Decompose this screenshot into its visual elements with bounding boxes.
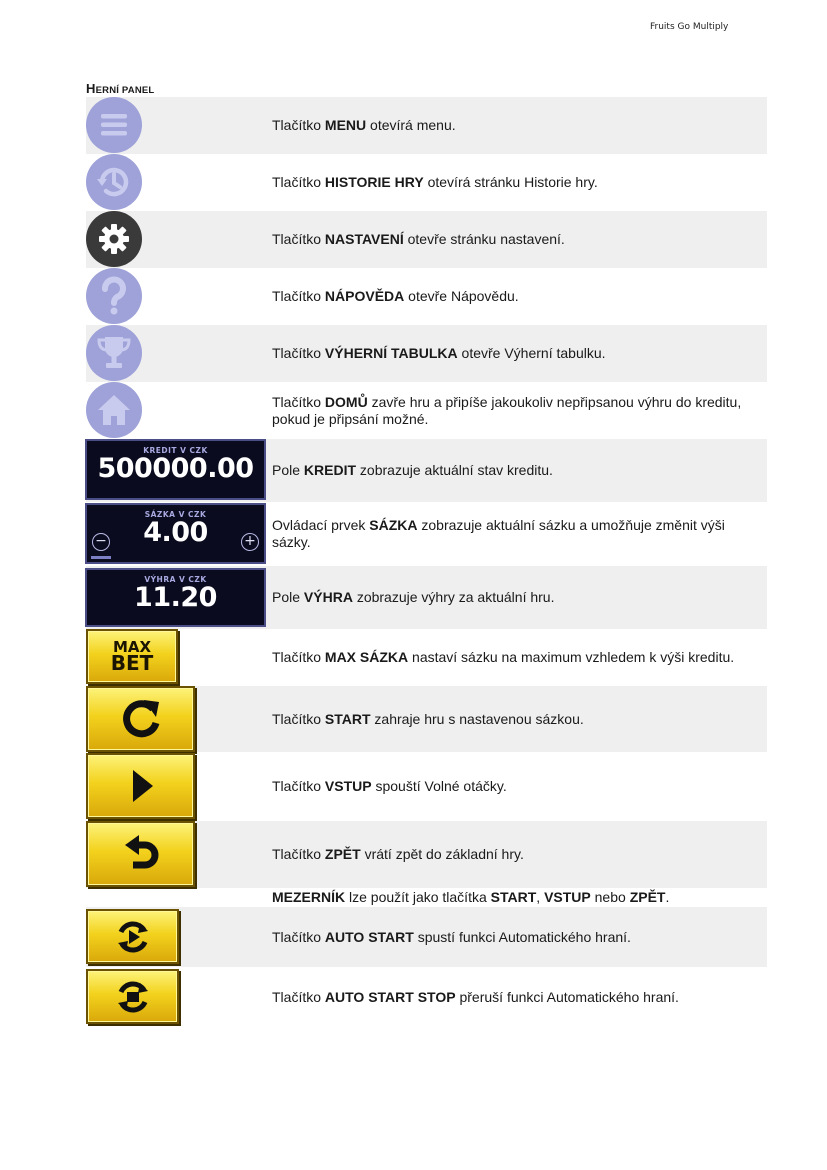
row-menu-text: Tlačítko MENU otevírá menu. xyxy=(272,117,456,133)
max-bet-line1: MAX xyxy=(112,638,152,656)
row-help-text: Tlačítko NÁPOVĚDA otevře Nápovědu. xyxy=(272,288,519,304)
row-enter-text: Tlačítko VSTUP spouští Volné otáčky. xyxy=(272,778,507,794)
home-button[interactable] xyxy=(86,382,142,438)
row-history xyxy=(86,154,767,211)
autostop-icon xyxy=(114,978,152,1016)
row-back-text: Tlačítko ZPĚT vrátí zpět do základní hry. xyxy=(272,846,524,862)
row-autostart xyxy=(86,907,767,967)
row-credit xyxy=(86,439,767,502)
document-header-title: Fruits Go Multiply xyxy=(650,22,729,32)
row-settings xyxy=(86,211,767,268)
row-autostop-text: Tlačítko AUTO START STOP přeruší funkci Automatického hraní. xyxy=(272,988,679,1005)
row-bet xyxy=(86,502,767,566)
row-menu xyxy=(86,97,767,154)
help-icon xyxy=(86,268,142,324)
row-maxbet xyxy=(86,629,767,686)
row-settings-text: Tlačítko NASTAVENÍ otevře stránku nastavení. xyxy=(272,231,565,247)
bet-panel xyxy=(85,503,266,564)
bet-decrease-button[interactable]: − xyxy=(92,533,110,551)
row-win xyxy=(86,566,767,629)
back-button[interactable] xyxy=(86,821,195,887)
autostart-button[interactable] xyxy=(86,909,179,964)
row-maxbet-text: Tlačítko MAX SÁZKA nastaví sázku na maximum vzhledem k výši kreditu. xyxy=(272,649,735,665)
row-autostart-text: Tlačítko AUTO START spustí funkci Automatického hraní. xyxy=(272,928,631,945)
bet-level-bar xyxy=(91,556,111,559)
row-home-text: Tlačítko DOMŮ zavře hru a připíše jakoukoliv nepřipsanou výhru do kreditu, pokud je připsání možné. xyxy=(272,393,742,427)
history-icon xyxy=(86,154,142,210)
row-enter xyxy=(86,752,767,821)
spacebar-note: MEZERNÍK lze použít jako tlačítka START, VSTUP nebo ZPĚT. xyxy=(272,889,670,905)
back-icon xyxy=(119,832,163,876)
home-icon xyxy=(86,382,142,438)
win-panel-value: 11.20 xyxy=(134,582,217,613)
row-start xyxy=(86,686,767,752)
paytable-button[interactable] xyxy=(86,325,142,381)
menu-button[interactable] xyxy=(86,97,142,153)
row-paytable-text: Tlačítko VÝHERNÍ TABULKA otevře Výherní tabulku. xyxy=(272,345,606,361)
credit-panel xyxy=(85,439,266,500)
replay-icon xyxy=(118,696,164,742)
autostop-button[interactable] xyxy=(86,969,179,1024)
start-button[interactable] xyxy=(86,686,195,752)
menu-icon xyxy=(86,97,142,153)
section-title: HERNÍ PANEL xyxy=(86,81,155,96)
row-bet-text: Ovládací prvek SÁZKA zobrazuje aktuální sázku a umožňuje změnit výši sázky. xyxy=(272,517,725,550)
settings-button[interactable] xyxy=(86,211,142,267)
win-panel xyxy=(85,568,266,627)
enter-button[interactable] xyxy=(86,753,195,819)
max-bet-line2: BET xyxy=(110,651,154,675)
autostart-icon xyxy=(114,918,152,956)
bet-panel-value: 4.00 xyxy=(143,517,208,548)
row-history-text: Tlačítko HISTORIE HRY otevírá stránku Historie hry. xyxy=(272,174,598,190)
win-panel-label: VÝHRA V CZK xyxy=(144,575,207,584)
bet-increase-button[interactable]: + xyxy=(241,533,259,551)
row-paytable xyxy=(86,325,767,382)
play-icon xyxy=(121,766,161,806)
credit-panel-value: 500000.00 xyxy=(97,453,254,484)
row-win-text: Pole VÝHRA zobrazuje výhry za aktuální hru. xyxy=(272,589,555,605)
row-help xyxy=(86,268,767,325)
history-button[interactable] xyxy=(86,154,142,210)
trophy-icon xyxy=(86,325,142,381)
gear-icon xyxy=(86,211,142,267)
bet-panel-label: SÁZKA V CZK xyxy=(144,510,207,519)
row-credit-text: Pole KREDIT zobrazuje aktuální stav kreditu. xyxy=(272,462,553,478)
max-bet-button[interactable] xyxy=(86,629,178,684)
row-back xyxy=(86,821,767,888)
row-autostop xyxy=(86,967,767,1027)
row-start-text: Tlačítko START zahraje hru s nastavenou sázkou. xyxy=(272,710,584,727)
row-home xyxy=(86,382,767,439)
help-button[interactable] xyxy=(86,268,142,324)
credit-panel-label: KREDIT V CZK xyxy=(143,446,208,455)
